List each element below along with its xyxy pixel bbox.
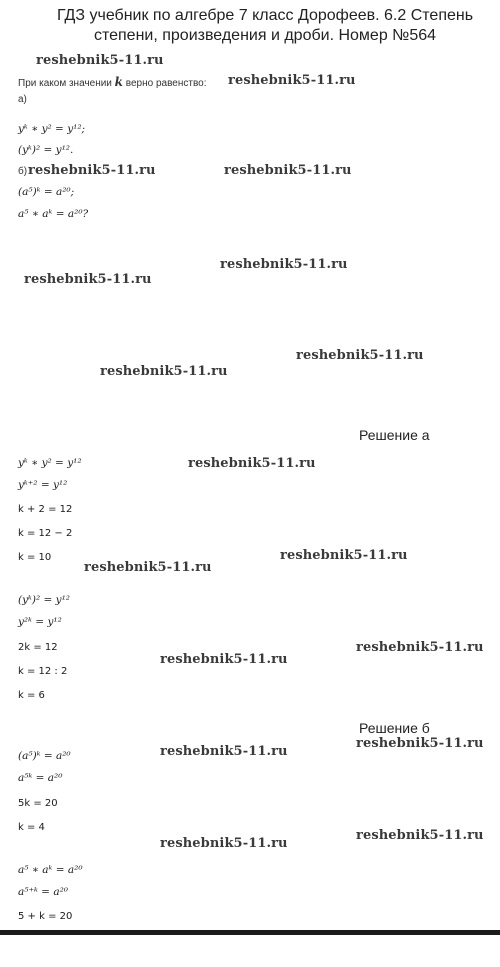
- watermark: reshebnik5-11.ru: [228, 73, 356, 88]
- watermark: reshebnik5-11.ru: [188, 456, 316, 471]
- task-a-equation-2: (yᵏ)² = y¹².: [18, 144, 74, 156]
- solution-b-line: (a⁵)ᵏ = a²⁰: [18, 750, 71, 762]
- task-label-a: а): [18, 94, 27, 105]
- solution-a-line: k = 6: [18, 690, 45, 701]
- watermark: reshebnik5-11.ru: [224, 163, 352, 178]
- solution-b-line: k = 4: [18, 822, 45, 833]
- watermark: reshebnik5-11.ru: [160, 744, 288, 759]
- watermark: reshebnik5-11.ru: [356, 736, 484, 751]
- watermark: reshebnik5-11.ru: [84, 560, 212, 575]
- solution-b-line: a⁵ᵏ = a²⁰: [18, 772, 63, 784]
- watermark: reshebnik5-11.ru: [296, 348, 424, 363]
- watermark: reshebnik5-11.ru: [36, 53, 164, 68]
- watermark: reshebnik5-11.ru: [100, 364, 228, 379]
- task-a-equation-1: yᵏ ∗ y² = y¹²;: [18, 123, 86, 135]
- task-prompt: [18, 75, 207, 89]
- prompt-text: При каком значении: [18, 78, 112, 89]
- watermark: reshebnik5-11.ru: [28, 163, 156, 178]
- solution-a-line: 2k = 12: [18, 642, 58, 653]
- solution-b-line: 5k = 20: [18, 798, 58, 809]
- solution-a-line: (yᵏ)² = y¹²: [18, 594, 70, 606]
- watermark: reshebnik5-11.ru: [160, 836, 288, 851]
- solution-b-line: 5 + k = 20: [18, 911, 73, 922]
- solution-a-line: k = 12 − 2: [18, 528, 73, 539]
- page-title: ГДЗ учебник по алгебре 7 класс Дорофеев. 6.2 Степень степени, произведения и дроби. Номер №564: [56, 7, 474, 44]
- solution-a-line: k + 2 = 12: [18, 504, 73, 515]
- solution-a-line: yᵏ⁺² = y¹²: [18, 479, 68, 491]
- task-b-equation-1: (a⁵)ᵏ = a²⁰;: [18, 186, 75, 198]
- bottom-bar: [0, 930, 500, 935]
- solution-a-heading: Решение а: [359, 427, 430, 443]
- solution-a-line: y²ᵏ = y¹²: [18, 616, 62, 628]
- solution-a-line: k = 10: [18, 552, 52, 563]
- watermark: reshebnik5-11.ru: [356, 828, 484, 843]
- watermark: reshebnik5-11.ru: [160, 652, 288, 667]
- prompt-variable: k: [114, 75, 123, 89]
- solution-b-line: a⁵⁺ᵏ = a²⁰: [18, 886, 68, 898]
- watermark: reshebnik5-11.ru: [280, 548, 408, 563]
- solution-a-line: k = 12 : 2: [18, 666, 68, 677]
- solution-b-line: a⁵ ∗ aᵏ = a²⁰: [18, 864, 83, 876]
- solution-b-heading: Решение б: [359, 720, 430, 736]
- watermark: reshebnik5-11.ru: [356, 640, 484, 655]
- solution-a-line: yᵏ ∗ y² = y¹²: [18, 457, 82, 469]
- prompt-rest: верно равенство:: [125, 78, 207, 89]
- task-b-equation-2: a⁵ ∗ aᵏ = a²⁰?: [18, 208, 89, 220]
- watermark: reshebnik5-11.ru: [220, 257, 348, 272]
- watermark: reshebnik5-11.ru: [24, 272, 152, 287]
- task-label-b: б): [18, 166, 28, 177]
